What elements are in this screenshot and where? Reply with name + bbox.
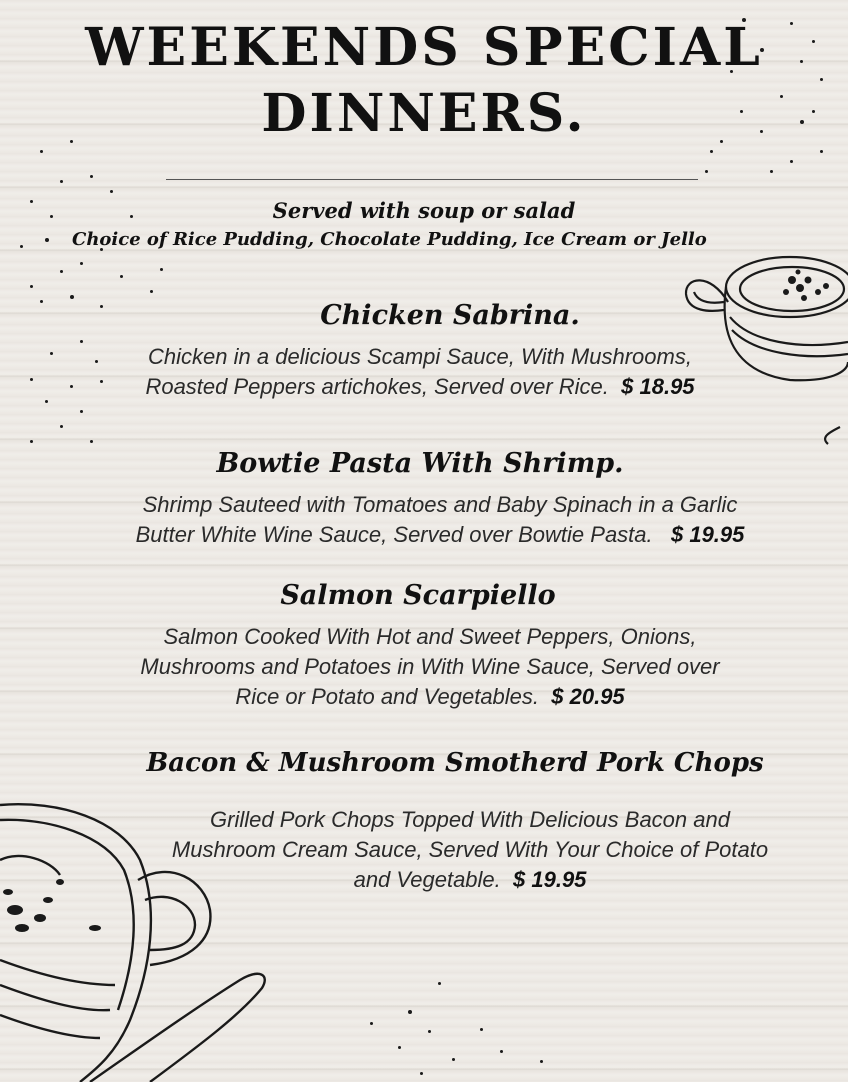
dish-desc-line: Grilled Pork Chops Topped With Delicious Bacon and bbox=[210, 807, 730, 832]
dish-desc-line bbox=[90, 520, 790, 550]
dish-desc-text: Butter White Wine Sauce, Served over Bowtie Pasta. bbox=[135, 522, 653, 547]
decorative-dot bbox=[500, 1050, 503, 1053]
decorative-dot bbox=[408, 1010, 412, 1014]
decorative-dot bbox=[438, 982, 441, 985]
decorative-dot bbox=[428, 1030, 431, 1033]
decorative-dot bbox=[160, 268, 163, 271]
title-divider bbox=[166, 179, 698, 180]
decorative-dot bbox=[45, 400, 48, 403]
decorative-dot bbox=[480, 1028, 483, 1031]
dish-desc-line bbox=[90, 682, 770, 712]
decorative-dot bbox=[540, 1060, 543, 1063]
decorative-dot bbox=[770, 170, 773, 173]
decorative-dot bbox=[398, 1046, 401, 1049]
decorative-dot bbox=[30, 378, 33, 381]
decorative-dot bbox=[420, 1072, 423, 1075]
dish-desc-text: Roasted Peppers artichokes, Served over Rice. bbox=[145, 374, 609, 399]
dish-desc-line bbox=[130, 865, 810, 895]
decorative-dot bbox=[790, 160, 793, 163]
decorative-dot bbox=[60, 270, 63, 273]
decorative-dot bbox=[90, 175, 93, 178]
decorative-dot bbox=[80, 340, 83, 343]
decorative-dot bbox=[100, 305, 103, 308]
intro-line-2: Choice of Rice Pudding, Chocolate Pudding, Ice Cream or Jello bbox=[72, 229, 707, 250]
decorative-dot bbox=[120, 275, 123, 278]
dish-name: Bowtie Pasta With Shrimp. bbox=[216, 448, 624, 479]
dish-desc-text: and Vegetable. bbox=[353, 867, 501, 892]
decorative-dot bbox=[50, 352, 53, 355]
decorative-dot bbox=[80, 410, 83, 413]
dish-description bbox=[90, 490, 790, 550]
decorative-dot bbox=[710, 150, 713, 153]
decorative-dot bbox=[110, 190, 113, 193]
decorative-dot bbox=[45, 238, 49, 242]
dish-name: Salmon Scarpiello bbox=[280, 580, 556, 611]
dish-desc-line: Salmon Cooked With Hot and Sweet Peppers, Onions, bbox=[163, 624, 697, 649]
decorative-dot bbox=[150, 290, 153, 293]
decorative-dot bbox=[30, 440, 33, 443]
decorative-dot bbox=[40, 150, 43, 153]
dish-price: $ 20.95 bbox=[551, 684, 625, 709]
decorative-dot bbox=[20, 245, 23, 248]
dish-desc-text: Rice or Potato and Vegetables. bbox=[235, 684, 540, 709]
dish-name: Chicken Sabrina. bbox=[320, 300, 580, 331]
dish-price: $ 19.95 bbox=[513, 867, 587, 892]
decorative-dot bbox=[95, 360, 98, 363]
dish-desc-line: Shrimp Sauteed with Tomatoes and Baby Spinach in a Garlic bbox=[142, 492, 738, 517]
dish-desc-line bbox=[100, 372, 740, 402]
decorative-dot bbox=[820, 150, 823, 153]
dish-description bbox=[90, 622, 770, 712]
dish-desc-line: Mushrooms and Potatoes in With Wine Sauce, Served over bbox=[140, 654, 720, 679]
decorative-dot bbox=[90, 440, 93, 443]
dish-desc-line: Mushroom Cream Sauce, Served With Your Choice of Potato bbox=[171, 837, 769, 862]
decorative-dot bbox=[60, 180, 63, 183]
dish-desc-line: Chicken in a delicious Scampi Sauce, With Mushrooms, bbox=[148, 344, 692, 369]
decorative-dot bbox=[30, 285, 33, 288]
decorative-dot bbox=[705, 170, 708, 173]
decorative-dot bbox=[40, 300, 43, 303]
dish-name: Bacon & Mushroom Smotherd Pork Chops bbox=[146, 748, 764, 778]
dish-price: $ 19.95 bbox=[670, 522, 745, 547]
title-line-2: DINNERS. bbox=[261, 83, 587, 144]
decorative-dot bbox=[452, 1058, 455, 1061]
intro-line-1: Served with soup or salad bbox=[272, 198, 576, 223]
decorative-dot bbox=[60, 425, 63, 428]
decorative-dot bbox=[370, 1022, 373, 1025]
decorative-dot bbox=[70, 385, 73, 388]
dish-price: $ 18.95 bbox=[621, 374, 695, 399]
title-line-1: WEEKENDS SPECIAL bbox=[85, 17, 763, 78]
decorative-dot bbox=[80, 262, 83, 265]
page-title bbox=[0, 18, 848, 144]
dish-description bbox=[100, 342, 740, 402]
decorative-dot bbox=[70, 295, 74, 299]
dish-description bbox=[130, 805, 810, 895]
